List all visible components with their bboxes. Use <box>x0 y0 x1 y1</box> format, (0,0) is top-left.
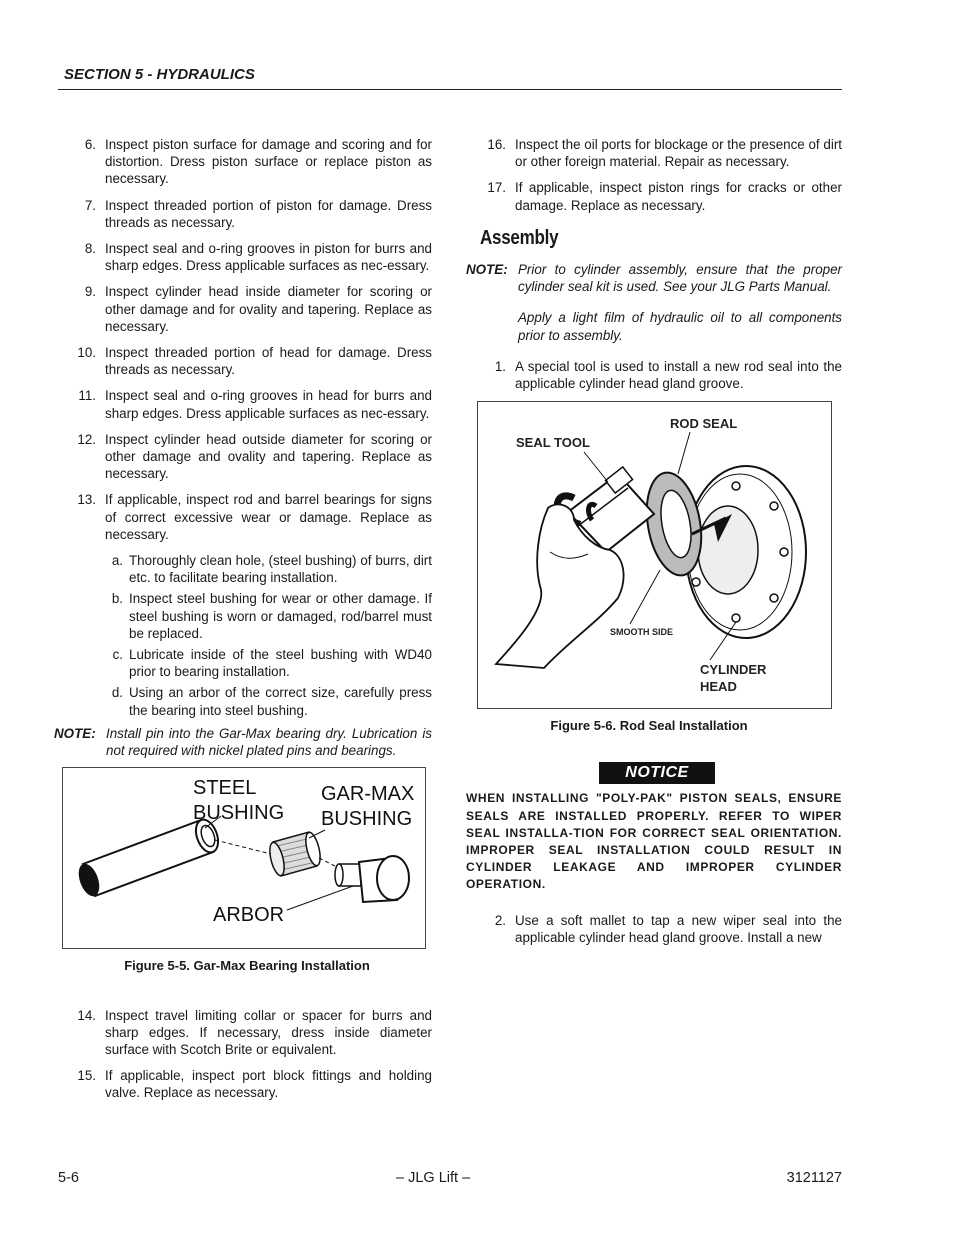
item-text: Inspect seal and o-ring grooves in head for burrs and sharp edges. Dress applicable surfaces as nec-essary. <box>105 388 432 421</box>
rodseal-illustration <box>478 402 831 708</box>
item-text: Inspect travel limiting collar or spacer for burrs and sharp edges. If necessary, dress inside diameter surface with Scotch Brite or equivalent. <box>105 1007 432 1057</box>
sub-step <box>105 590 432 642</box>
list-item <box>62 387 432 421</box>
label-arbor: ARBOR <box>213 904 285 927</box>
item-number: 10. <box>77 345 96 361</box>
assembly-list-b <box>472 912 842 946</box>
cylinder-head-drawing <box>686 466 806 638</box>
label-bushing: BUSHING <box>193 802 285 825</box>
item-number: 11. <box>78 388 96 404</box>
item-number: 9. <box>84 284 96 300</box>
item-text: A special tool is used to install a new rod seal into the applicable cylinder head gland groove. <box>515 358 842 392</box>
inspection-list-c <box>472 136 842 214</box>
note-label: NOTE: <box>466 262 508 278</box>
garmax-illustration <box>63 768 425 948</box>
note-text: Install pin into the Gar-Max bearing dry. Lubrication is not required with nickel plated pins and bearings. <box>106 725 432 759</box>
item-text: Inspect threaded portion of head for damage. Dress threads as necessary. <box>105 345 432 378</box>
assembly-heading: Assembly <box>480 226 559 249</box>
list-item <box>62 431 432 483</box>
sub-step <box>105 684 432 718</box>
doc-number: 3121127 <box>786 1170 842 1186</box>
item-text: Inspect threaded portion of piston for damage. Dress threads as necessary. <box>105 197 432 230</box>
item-number: d. <box>111 685 123 701</box>
figure-garmax <box>62 767 426 949</box>
item-number: 17. <box>487 180 506 196</box>
item-number: 13. <box>77 492 96 508</box>
label-garmax: GAR-MAX <box>321 783 415 806</box>
item-text: If applicable, inspect rod and barrel bearings for signs of correct excessive wear or damage. Replace as necessary. <box>105 492 432 542</box>
figure-5-5-caption: Figure 5-5. Gar-Max Bearing Installation <box>124 958 370 974</box>
page-number: 5-6 <box>58 1170 79 1186</box>
inspection-list-b <box>62 1007 432 1102</box>
item-number: 15. <box>77 1068 96 1084</box>
item-number: b. <box>111 591 123 607</box>
item-text: Inspect cylinder head outside diameter for scoring or other damage and ovality and tapering. Replace as necessary. <box>105 431 432 482</box>
item-number: 2. <box>494 912 506 928</box>
item-text: Thoroughly clean hole, (steel bushing) of burrs, dirt etc. to facilitate bearing installation. <box>129 553 432 586</box>
list-item <box>472 358 842 392</box>
steel-bushing-drawing <box>75 817 222 899</box>
item-text: Inspect seal and o-ring grooves in piston for burrs and sharp edges. Dress applicable surfaces as nec-essary. <box>105 241 432 274</box>
label-head: HEAD <box>700 679 737 695</box>
section-header: SECTION 5 - HYDRAULICS <box>64 66 255 83</box>
item-text: Lubricate inside of the steel bushing with WD40 prior to bearing installation. <box>129 647 432 680</box>
item-text: Using an arbor of the correct size, carefully press the bearing into steel bushing. <box>129 685 432 718</box>
list-item <box>62 344 432 378</box>
right-column <box>466 136 842 955</box>
item-number: 6. <box>84 137 96 152</box>
item-number: a. <box>111 553 123 569</box>
item-number: c. <box>112 647 123 663</box>
sub-step <box>105 646 432 680</box>
item-number: 14. <box>77 1007 96 1023</box>
item-text: Inspect cylinder head inside diameter for scoring or other damage and for ovality and tapering. Replace as necessary. <box>105 284 432 334</box>
header-rule <box>58 89 842 90</box>
arbor-drawing <box>335 856 409 902</box>
item-text: Use a soft mallet to tap a new wiper seal into the applicable cylinder head gland groove. Install a new <box>515 912 842 945</box>
list-item <box>62 136 432 188</box>
item-text: Inspect piston surface for damage and scoring and for distortion. Dress piston surface or replace piston as necessary. <box>105 137 432 187</box>
item-text: If applicable, inspect piston rings for cracks or other damage. Replace as necessary. <box>515 180 842 213</box>
label-steel: STEEL <box>193 777 257 800</box>
label-garmax-bushing: BUSHING <box>321 808 413 831</box>
item-number: 12. <box>77 431 96 447</box>
item-number: 8. <box>84 241 96 257</box>
figure-rodseal <box>477 401 832 709</box>
left-column <box>54 136 432 1111</box>
note-oil: Apply a light film of hydraulic oil to all components prior to assembly. <box>518 310 842 343</box>
sub-step <box>105 552 432 586</box>
list-item <box>62 1007 432 1059</box>
note-garmax <box>54 725 432 759</box>
note-label: NOTE: <box>54 725 96 741</box>
list-item <box>472 912 842 946</box>
item-number: 16. <box>487 137 506 152</box>
garmax-bearing-drawing <box>267 831 323 877</box>
notice-badge: NOTICE <box>599 762 715 784</box>
label-cylinder: CYLINDER <box>700 662 767 678</box>
list-item <box>62 283 432 335</box>
assembly-list-a <box>472 358 842 392</box>
note-text: Prior to cylinder assembly, ensure that the proper cylinder seal kit is used. See your JLG Parts Manual. <box>518 262 842 295</box>
item-text: Inspect steel bushing for wear or other damage. If steel bushing is worn or damaged, rod/barrel must be replaced. <box>129 591 432 641</box>
figure-5-6-caption: Figure 5-6. Rod Seal Installation <box>550 718 748 734</box>
notice-text: WHEN INSTALLING "POLY-PAK" PISTON SEALS, ENSURE SEALS ARE INSTALLED PROPERLY. REFER TO WIPER SEAL INSTALLA-TION FOR CORRECT SEAL ORIENTATION. IMPROPER SEAL INSTALLATION COULD RESULT IN CYLINDER LEAKAGE AND IMPROPER CYLINDER OPERATION. <box>466 791 842 892</box>
inspection-list-a <box>62 136 432 543</box>
list-item <box>62 491 432 543</box>
item-number: 7. <box>84 197 96 213</box>
list-item <box>62 1067 432 1101</box>
list-item <box>62 240 432 274</box>
item-number: 1. <box>494 358 506 374</box>
footer-center: – JLG Lift – <box>396 1170 471 1186</box>
label-seal-tool: SEAL TOOL <box>516 435 590 451</box>
bearing-substeps <box>62 552 432 719</box>
label-smooth-side: SMOOTH SIDE <box>610 627 674 638</box>
note-assembly <box>466 261 842 295</box>
list-item <box>472 136 842 170</box>
item-text: Inspect the oil ports for blockage or the presence of dirt or other foreign material. Repair as necessary. <box>515 137 842 170</box>
item-text: If applicable, inspect port block fittings and holding valve. Replace as necessary. <box>105 1068 432 1101</box>
list-item <box>472 179 842 213</box>
label-rod-seal: ROD SEAL <box>670 416 738 432</box>
list-item <box>62 197 432 231</box>
